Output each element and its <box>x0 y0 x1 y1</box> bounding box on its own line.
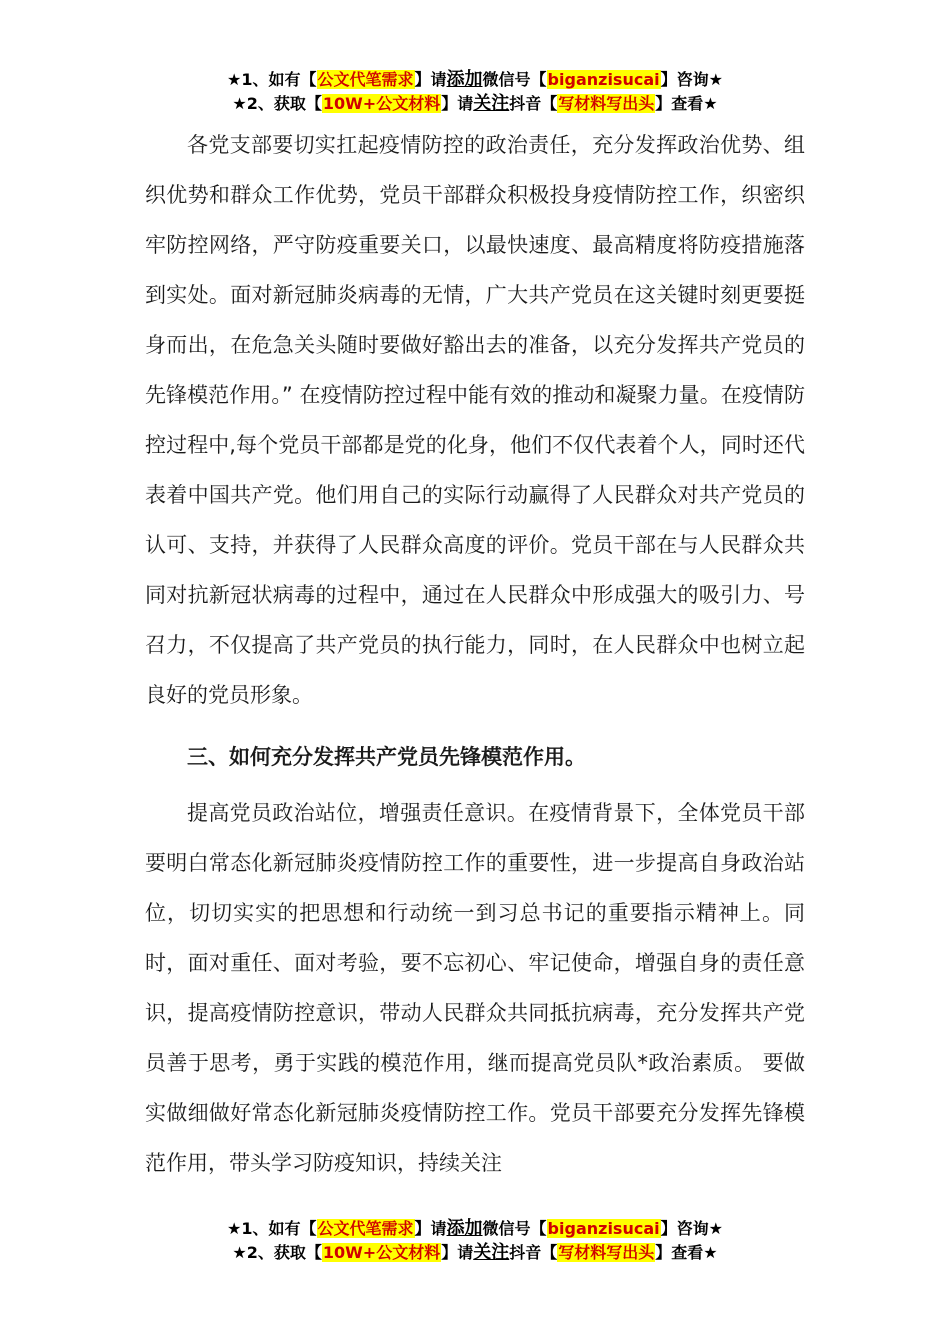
banner-highlight-ghostwriting: 公文代笔需求 <box>317 70 414 89</box>
footer-highlight-materials: 10W+公文材料 <box>322 1243 441 1262</box>
footer-line-1-wechat-label: 微信号【 <box>482 1219 547 1238</box>
banner-line-2-prefix: ★2、获取【 <box>232 94 322 113</box>
banner-highlight-materials: 10W+公文材料 <box>322 94 441 113</box>
banner-line-1-wechat-label: 微信号【 <box>482 70 547 89</box>
banner-underline-follow: 关注 <box>473 93 510 114</box>
banner-line-2-suffix: 】查看★ <box>655 94 718 113</box>
body-paragraph-1: 各党支部要切实扛起疫情防控的政治责任，充分发挥政治优势、组织优势和群众工作优势，党员干部群众积极投身疫情防控工作，织密织牢防控网络，严守防疫重要关口，以最快速度、最高精度将防疫措施落到实处。面对新冠肺炎病毒的无情，广大共产党员在这关键时刻更要挺身而出，在危急关头随时要做好豁出去的准备，以充分发挥共产党员的先锋模范作用。” 在疫情防控过程中能有效的推动和凝聚力量。在疫情防控过程中,每个党员干部都是党的化身，他们不仅代表着个人，同时还代表着中国共产党。他们用自己的实际行动赢得了人民群众对共产党员的认可、支持，并获得了人民群众高度的评价。党员干部在与人民群众共同对抗新冠状病毒的过程中，通过在人民群众中形成强大的吸引力、号召力，不仅提高了共产党员的执行能力，同时，在人民群众中也树立起良好的党员形象。 <box>145 133 805 707</box>
footer-line-2-suffix: 】查看★ <box>655 1243 718 1262</box>
body-paragraph-2: 提高党员政治站位，增强责任意识。在疫情背景下，全体党员干部要明白常态化新冠肺炎疫情防控工作的重要性，进一步提高自身政治站位，切切实实的把思想和行动统一到习总书记的重要指示精神上。同时，面对重任、面对考验，要不忘初心、牢记使命，增强自身的责任意识，提高疫情防控意识，带动人民群众共同抵抗病毒，充分发挥共产党员善于思考，勇于实践的模范作用，继而提高党员队*政治素质。 要做实做细做好常态化新冠肺炎疫情防控工作。党员干部要充分发挥先锋模范作用，带头学习防疫知识，持续关注 <box>145 801 805 1175</box>
document-body <box>145 120 805 1188</box>
footer-highlight-ghostwriting: 公文代笔需求 <box>317 1219 414 1238</box>
banner-line-1-text: 】请 <box>414 70 447 89</box>
banner-line-2-text: 】请 <box>441 94 474 113</box>
footer-line-2-text: 】请 <box>441 1243 474 1262</box>
footer-banner <box>0 1217 950 1265</box>
footer-line-1-suffix: 】咨询★ <box>660 1219 723 1238</box>
footer-highlight-wechat-id: biganzisucai <box>547 1219 660 1238</box>
banner-line-1-prefix: ★1、如有【 <box>227 70 317 89</box>
footer-underline-add: 添加 <box>446 1218 483 1239</box>
banner-line-2-douyin-label: 抖音【 <box>509 94 558 113</box>
footer-underline-follow: 关注 <box>473 1242 510 1263</box>
footer-line-1-prefix: ★1、如有【 <box>227 1219 317 1238</box>
banner-line-1-suffix: 】咨询★ <box>660 70 723 89</box>
footer-line-2-prefix: ★2、获取【 <box>232 1243 322 1262</box>
footer-line-1-text: 】请 <box>414 1219 447 1238</box>
banner-line-1 <box>0 68 950 92</box>
footer-banner-line-1 <box>0 1217 950 1241</box>
section-heading-3: 三、如何充分发挥共产党员先锋模范作用。 <box>187 745 586 769</box>
banner-underline-add: 添加 <box>446 69 483 90</box>
footer-highlight-douyin-id: 写材料写出头 <box>558 1243 655 1262</box>
banner-line-2 <box>0 92 950 116</box>
banner-highlight-douyin-id: 写材料写出头 <box>558 94 655 113</box>
header-banner <box>0 68 950 116</box>
footer-banner-line-2 <box>0 1241 950 1265</box>
footer-line-2-douyin-label: 抖音【 <box>509 1243 558 1262</box>
banner-highlight-wechat-id: biganzisucai <box>547 70 660 89</box>
